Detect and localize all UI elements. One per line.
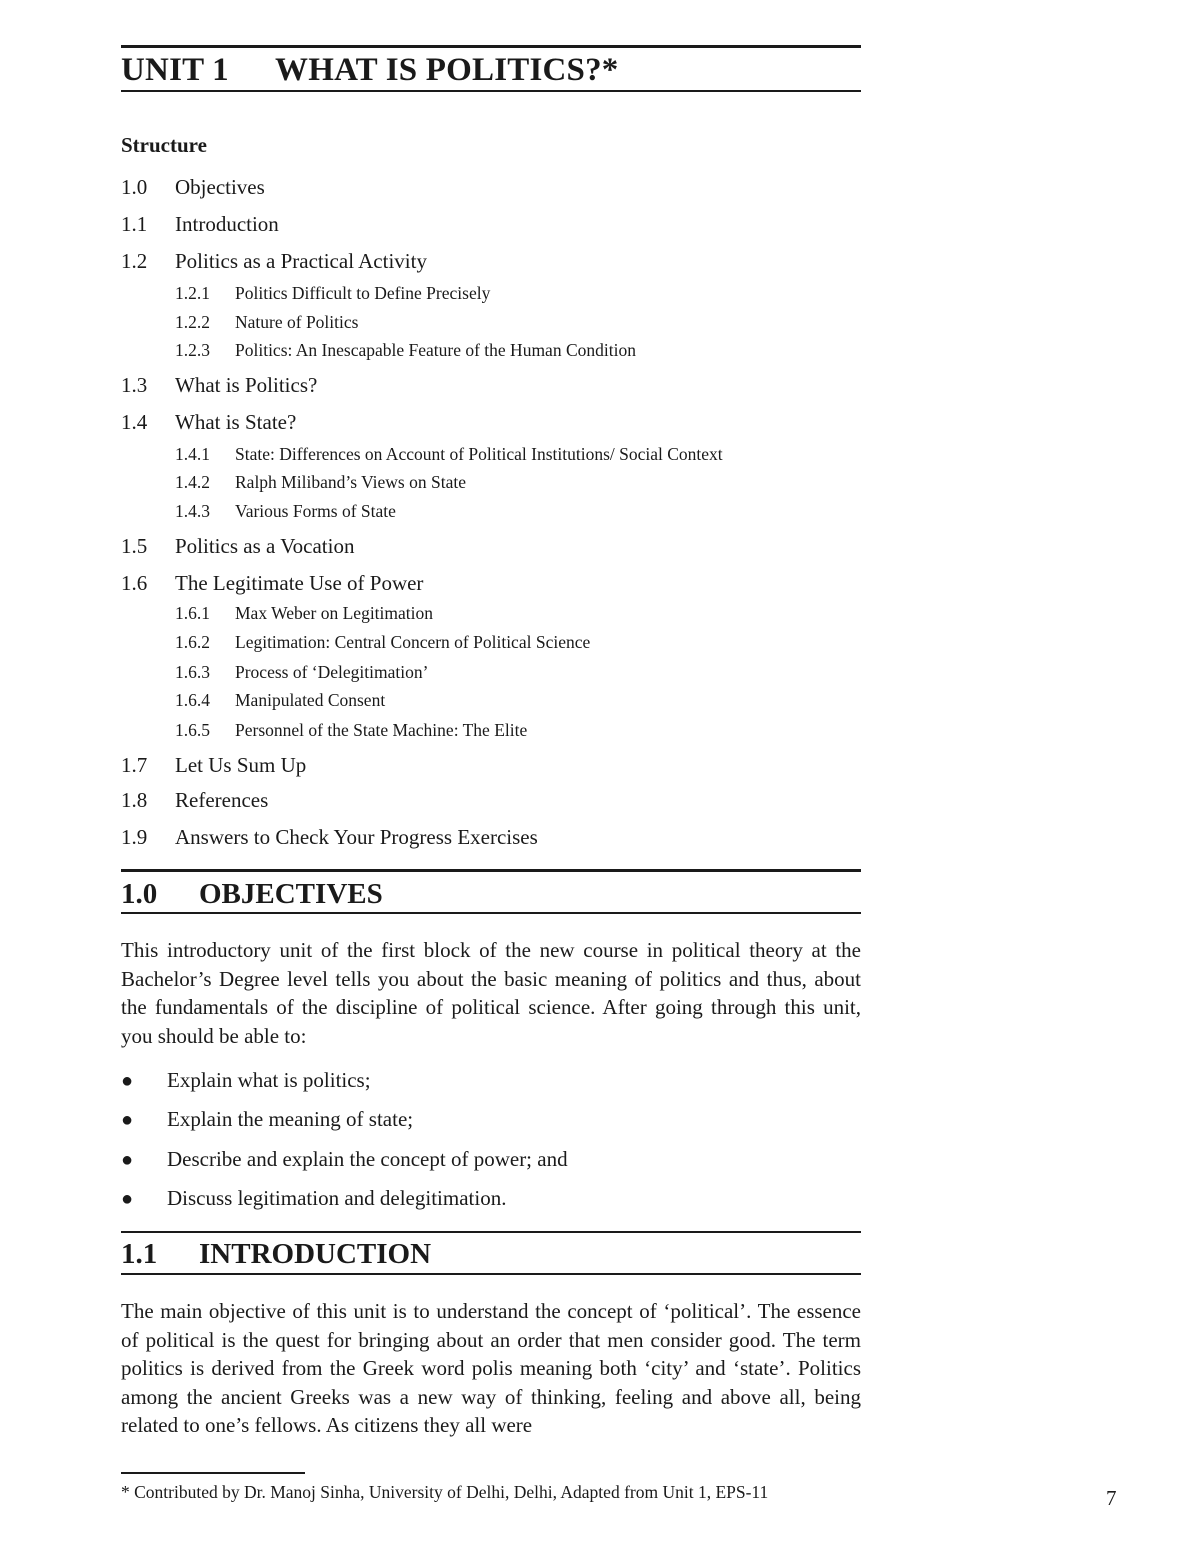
toc-subitem: 1.6.1 Max Weber on Legitimation — [175, 603, 434, 623]
toc-subitem: 1.2.1 Politics Difficult to Define Precisely — [175, 283, 491, 303]
objectives-bottom-rule — [121, 912, 861, 914]
section-heading-objectives: 1.0 OBJECTIVES — [121, 878, 383, 910]
toc-subitem: 1.6.4 Manipulated Consent — [175, 690, 386, 710]
toc-subitem: 1.4.2 Ralph Miliband’s Views on State — [175, 472, 466, 492]
footnote-rule — [121, 1472, 305, 1474]
introduction-top-rule — [121, 1231, 861, 1233]
title-top-rule — [121, 45, 861, 48]
toc-item: 1.8 References — [121, 788, 269, 812]
toc-subitem: 1.2.2 Nature of Politics — [175, 312, 359, 332]
toc-item: 1.1 Introduction — [121, 212, 279, 236]
toc-item: 1.4 What is State? — [121, 410, 297, 434]
footnote: * Contributed by Dr. Manoj Sinha, University of Delhi, Delhi, Adapted from Unit 1, EPS-11 — [121, 1482, 769, 1502]
toc-subitem: 1.6.5 Personnel of the State Machine: The Elite — [175, 720, 528, 740]
structure-label: Structure — [121, 133, 207, 157]
list-item: ● Explain the meaning of state; — [121, 1107, 414, 1131]
bullet-icon: ● — [121, 1109, 134, 1131]
toc-subitem: 1.4.3 Various Forms of State — [175, 501, 396, 521]
page-number: 7 — [1106, 1486, 1117, 1510]
title-bottom-rule — [121, 90, 861, 92]
toc-item: 1.6 The Legitimate Use of Power — [121, 571, 424, 595]
toc-item: 1.7 Let Us Sum Up — [121, 753, 307, 777]
list-item: ● Describe and explain the concept of power; and — [121, 1147, 568, 1171]
unit-title-text: WHAT IS POLITICS?* — [275, 52, 619, 88]
toc-subitem: 1.4.1 State: Differences on Account of Political Institutions/ Social Context — [175, 444, 723, 464]
bullet-icon: ● — [121, 1188, 134, 1210]
toc-subitem: 1.6.3 Process of ‘Delegitimation’ — [175, 662, 429, 682]
toc-item: 1.5 Politics as a Vocation — [121, 534, 355, 558]
objectives-top-rule — [121, 869, 861, 872]
introduction-paragraph: The main objective of this unit is to understand the concept of ‘political’. The essence of political is the quest for bringing about an order that men consider good. The term politics is derived from the Greek word polis meaning both ‘city’ and ‘state’. Politics among the ancient Greeks was a new way of thinking, feeling and above all, being related to one’s fellows. As citizens they all were — [121, 1299, 861, 1437]
section-heading-introduction: 1.1 INTRODUCTION — [121, 1238, 432, 1270]
toc-item: 1.3 What is Politics? — [121, 373, 318, 397]
toc-item: 1.2 Politics as a Practical Activity — [121, 249, 427, 273]
unit-number: UNIT 1 — [121, 52, 229, 88]
list-item: ● Discuss legitimation and delegitimation. — [121, 1186, 507, 1210]
toc-subitem: 1.2.3 Politics: An Inescapable Feature of the Human Condition — [175, 340, 636, 360]
introduction-bottom-rule — [121, 1273, 861, 1275]
list-item: ● Explain what is politics; — [121, 1068, 371, 1092]
toc-item: 1.0 Objectives — [121, 175, 265, 199]
toc-item: 1.9 Answers to Check Your Progress Exercises — [121, 825, 538, 849]
objectives-paragraph: This introductory unit of the first block of the new course in political theory at the Bachelor’s Degree level tells you about the basic meaning of politics and thus, about the fundamentals of the discipline of political science. After going through this unit, you should be able to: — [121, 938, 861, 1048]
bullet-icon: ● — [121, 1070, 134, 1092]
unit-title — [121, 50, 618, 90]
toc-subitem: 1.6.2 Legitimation: Central Concern of Political Science — [175, 632, 591, 652]
bullet-icon: ● — [121, 1149, 134, 1171]
